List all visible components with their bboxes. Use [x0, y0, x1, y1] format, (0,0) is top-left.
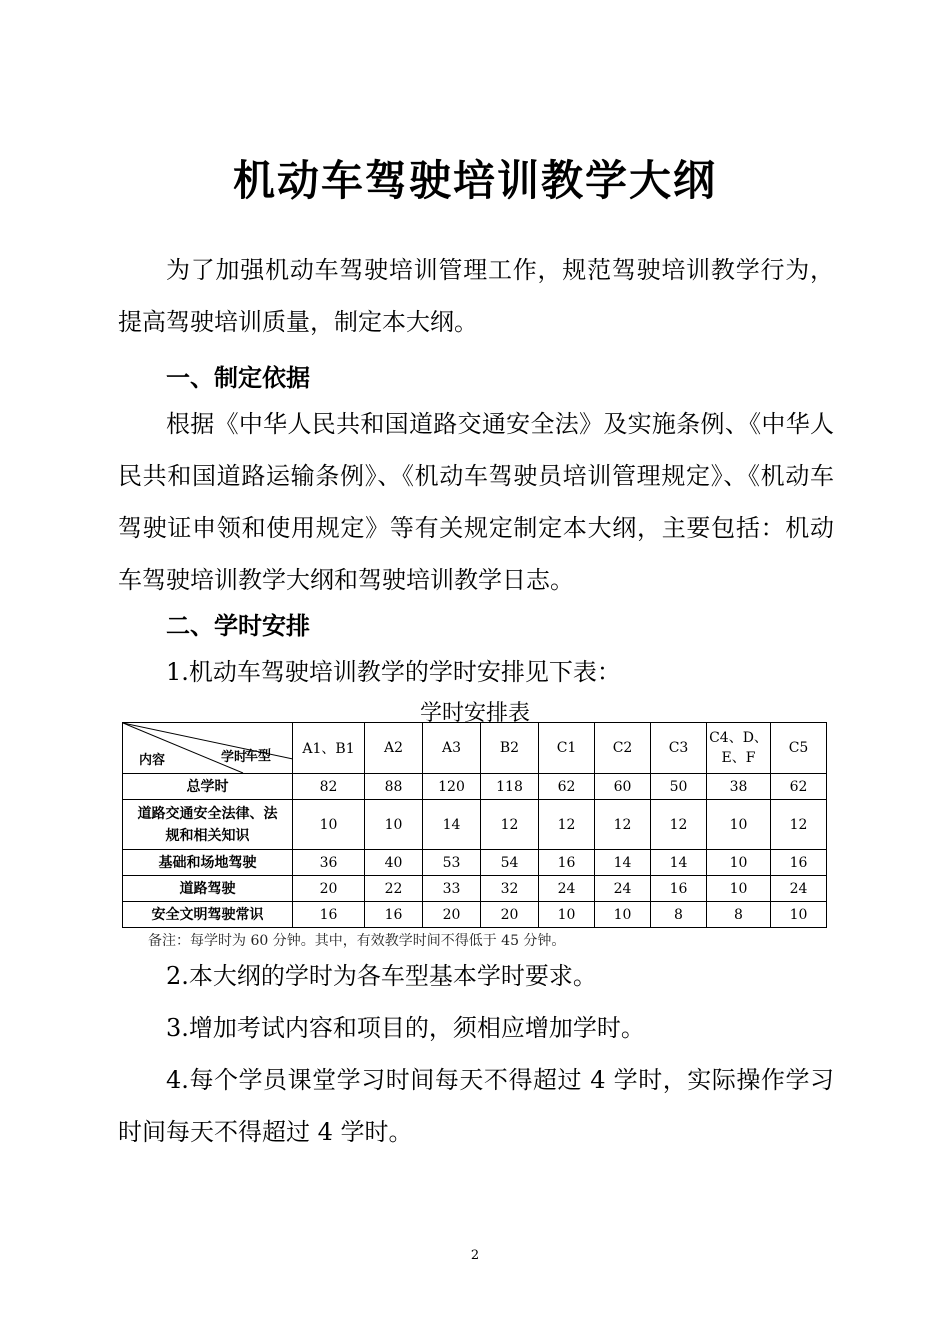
column-header: C1 [539, 723, 595, 774]
table-cell: 8 [707, 902, 771, 928]
section1-body: 根据《中华人民共和国道路交通安全法》及实施条例、《中华人民共和国道路运输条例》、《机动车驾驶员培训管理规定》、《机动车驾驶证申领和使用规定》等有关规定制定本大纲，主要包括：机动车驾驶培训教学大纲和驾驶培训教学日志。 [118, 410, 834, 594]
table-cell: 118 [481, 774, 539, 800]
table-cell: 16 [365, 902, 423, 928]
table-cell: 10 [293, 800, 365, 850]
table-cell: 120 [423, 774, 481, 800]
table-cell: 36 [293, 850, 365, 876]
intro-paragraph: 为了加强机动车驾驶培训管理工作，规范驾驶培训教学行为，提高驾驶培训质量，制定本大纲。 [118, 256, 834, 336]
table-cell: 32 [481, 876, 539, 902]
table-row [123, 800, 827, 850]
column-header: C2 [595, 723, 651, 774]
table-cell: 8 [651, 902, 707, 928]
table-cell: 10 [365, 800, 423, 850]
table-row [123, 774, 827, 800]
table-cell: 16 [651, 876, 707, 902]
table-cell: 10 [771, 902, 827, 928]
table-cell: 40 [365, 850, 423, 876]
table-cell: 12 [539, 800, 595, 850]
table-cell: 10 [707, 800, 771, 850]
column-header: B2 [481, 723, 539, 774]
table-cell: 22 [365, 876, 423, 902]
schedule-table [122, 722, 827, 928]
corner-vehicle-label: 车型 [245, 749, 272, 764]
table-cell: 10 [539, 902, 595, 928]
section2-item3: 3.增加考试内容和项目的，须相应增加学时。 [166, 1014, 645, 1042]
table-cell: 20 [481, 902, 539, 928]
table-row [123, 902, 827, 928]
table-cell: 24 [771, 876, 827, 902]
table-cell: 16 [771, 850, 827, 876]
table-cell: 60 [595, 774, 651, 800]
column-header: C3 [651, 723, 707, 774]
corner-content-label: 内容 [139, 753, 166, 768]
table-cell: 20 [423, 902, 481, 928]
table-cell: 54 [481, 850, 539, 876]
corner-hours-label: 学时 [221, 750, 248, 765]
section2-item2: 2.本大纲的学时为各车型基本学时要求。 [166, 962, 597, 990]
table-cell: 16 [539, 850, 595, 876]
table-cell: 14 [651, 850, 707, 876]
table-cell: 20 [293, 876, 365, 902]
section2-item4: 4.每个学员课堂学习时间每天不得超过 4 学时，实际操作学习时间每天不得超过 4 学时。 [118, 1066, 834, 1146]
column-header: A2 [365, 723, 423, 774]
column-header: A1、B1 [293, 723, 365, 774]
table-cell: 24 [539, 876, 595, 902]
table-note: 备注：每学时为 60 分钟。其中，有效教学时间不得低于 45 分钟。 [148, 933, 566, 949]
table-cell: 16 [293, 902, 365, 928]
row-label: 安全文明驾驶常识 [123, 902, 293, 928]
table-cell: 12 [595, 800, 651, 850]
row-label: 总学时 [123, 774, 293, 800]
table-cell: 14 [423, 800, 481, 850]
row-label: 道路驾驶 [123, 876, 293, 902]
table-cell: 10 [707, 876, 771, 902]
table-header-row [123, 723, 827, 774]
table-cell: 12 [481, 800, 539, 850]
document-title: 机动车驾驶培训教学大纲 [232, 156, 717, 205]
row-label: 基础和场地驾驶 [123, 850, 293, 876]
table-cell: 50 [651, 774, 707, 800]
table-cell: 38 [707, 774, 771, 800]
table-cell: 24 [595, 876, 651, 902]
table-cell: 62 [539, 774, 595, 800]
table-cell: 82 [293, 774, 365, 800]
table-cell: 62 [771, 774, 827, 800]
table-caption: 学时安排表 [419, 701, 530, 726]
table-cell: 33 [423, 876, 481, 902]
table-cell: 14 [595, 850, 651, 876]
table-row [123, 850, 827, 876]
corner-cell [123, 723, 293, 774]
table-row [123, 876, 827, 902]
table-cell: 12 [651, 800, 707, 850]
section1-heading: 一、制定依据 [166, 364, 310, 392]
section2-item1: 1.机动车驾驶培训教学的学时安排见下表： [166, 658, 621, 686]
column-header: C4、D、E、F [707, 723, 771, 774]
page-number: 2 [470, 1248, 480, 1263]
table-cell: 88 [365, 774, 423, 800]
table-cell: 10 [595, 902, 651, 928]
table-cell: 10 [707, 850, 771, 876]
column-header: C5 [771, 723, 827, 774]
section2-heading: 二、学时安排 [166, 612, 310, 640]
row-label: 道路交通安全法律、法规和相关知识 [123, 800, 293, 850]
table-cell: 12 [771, 800, 827, 850]
column-header: A3 [423, 723, 481, 774]
table-cell: 53 [423, 850, 481, 876]
